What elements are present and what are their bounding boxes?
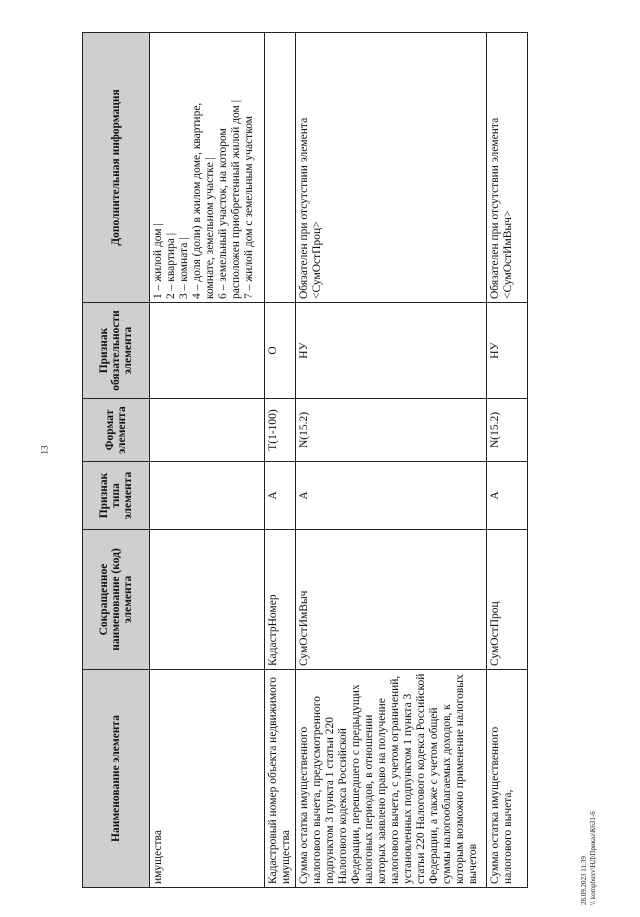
cell-name: Сумма остатка имущественного налогового вычета, bbox=[487, 670, 528, 888]
header-name: Наименование элемента bbox=[83, 670, 150, 888]
info-line: <СумОстИмВыч> bbox=[502, 210, 514, 299]
cell-format: T(1-100) bbox=[265, 399, 296, 462]
table-row bbox=[265, 33, 296, 888]
info-line: 6 – земельный участок, на котором bbox=[217, 128, 229, 299]
cell-req: НУ bbox=[487, 303, 528, 399]
header-short: Сокращенное наименование (код) элемента bbox=[83, 530, 150, 670]
cell-name: Сумма остатка имущественного налогового вычета, предусмотренного подпунктом 3 пункта 1 статьи 220 Налогового кодекса Российской Федерации, перешедшего с предыдущих налоговых периодов, в отношении которых заявлено право на получение налогового вычета, с учетом ограничений, установленных подпунктом 1 пункта 3 статьи 220 Налогового кодекса Российской Федерации, а также с учетом общей суммы налогооблагаемых доходов, к которым возможно применение налоговых вычетов bbox=[296, 670, 487, 888]
table-row bbox=[150, 33, 265, 888]
info-line: 7 – жилой дом с земельным участком bbox=[243, 115, 255, 299]
cell-req bbox=[150, 303, 265, 399]
print-footer bbox=[580, 811, 598, 905]
info-line: Обязателен при отсутствии элемента bbox=[298, 117, 310, 299]
cell-name: Кадастровый номер объекта недвижимого имущества bbox=[265, 670, 296, 888]
cell-info bbox=[296, 33, 487, 303]
header-info: Дополнительная информация bbox=[83, 33, 150, 303]
header-type: Признак типа элемента bbox=[83, 462, 150, 530]
table-row bbox=[487, 33, 528, 888]
cell-name: имущества bbox=[150, 670, 265, 888]
cell-format: N(15.2) bbox=[487, 399, 528, 462]
elements-table bbox=[82, 32, 528, 888]
cell-req: О bbox=[265, 303, 296, 399]
info-line: 3 – комната | bbox=[178, 237, 190, 299]
info-line: 2 – квартира | bbox=[165, 232, 177, 299]
header-req: Признак обязательности элемента bbox=[83, 303, 150, 399]
cell-type: А bbox=[265, 462, 296, 530]
document-sheet bbox=[82, 33, 586, 888]
table-header-row bbox=[83, 33, 150, 888]
page-number: 13 bbox=[39, 445, 50, 455]
cell-type: А bbox=[296, 462, 487, 530]
cell-type: А bbox=[487, 462, 528, 530]
cell-short: СумОстИмВыч bbox=[296, 530, 487, 670]
cell-format: N(15.2) bbox=[296, 399, 487, 462]
info-line: <СумОстПроц> bbox=[311, 221, 323, 299]
cell-format bbox=[150, 399, 265, 462]
cell-type bbox=[150, 462, 265, 530]
info-line: 1 – жилой дом | bbox=[152, 223, 164, 299]
cell-req: НУ bbox=[296, 303, 487, 399]
cell-short bbox=[150, 530, 265, 670]
info-line: расположен приобретенный жилой дом | bbox=[230, 99, 242, 299]
cell-info bbox=[487, 33, 528, 303]
cell-info bbox=[265, 33, 296, 303]
info-line: комнате, земельном участке | bbox=[204, 157, 216, 299]
table-row bbox=[296, 33, 487, 888]
info-line: Обязателен при отсутствии элемента bbox=[489, 117, 501, 299]
cell-short: КадастрНомер bbox=[265, 530, 296, 670]
info-line: 4 – доля (доли) в жилом доме, квартире, bbox=[191, 102, 203, 299]
header-format: Формат элемента bbox=[83, 399, 150, 462]
cell-short: СумОстПроц bbox=[487, 530, 528, 670]
footer-path: \\ kompbuxv\НД\Приказ\К631-6 bbox=[589, 811, 597, 905]
footer-timestamp: 28.09.2023 11:39 bbox=[580, 856, 588, 905]
cell-info bbox=[150, 33, 265, 303]
